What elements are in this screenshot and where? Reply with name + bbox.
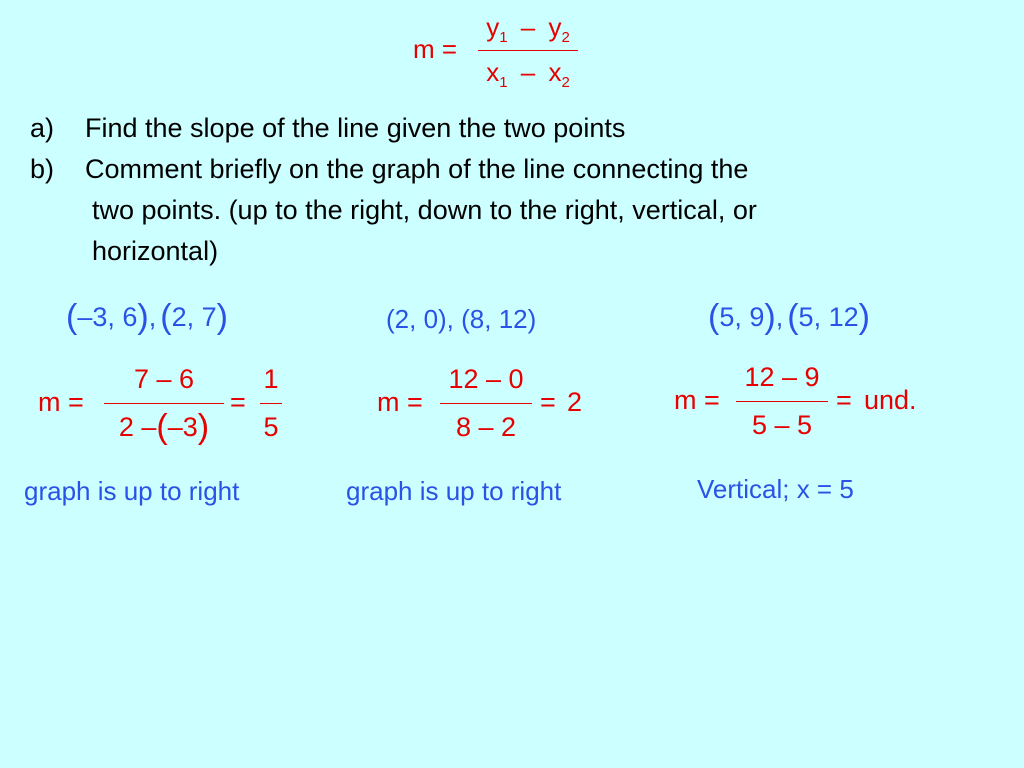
question-text: Comment briefly on the graph of the line connecting the <box>85 154 749 184</box>
problem-2-result: 2 <box>567 387 583 417</box>
problem-2-equals: = <box>540 387 556 417</box>
formula-denominator: $x_1 - x_2$ <box>486 57 570 91</box>
problem-2-divider <box>440 403 532 404</box>
question-label: a) <box>30 113 55 143</box>
problem-2-caption: graph is up to right <box>346 476 562 506</box>
problem-2-numerator: 12 – 0 <box>448 364 524 394</box>
problem-1-points: (–3, 6), (2, 7) <box>66 298 228 336</box>
problem-3-denominator: 5 – 5 <box>751 410 813 440</box>
problem-1-numerator: 7 – 6 <box>133 364 195 394</box>
problem-3-numerator: 12 – 9 <box>744 362 820 392</box>
problem-1-result-divider <box>260 403 282 404</box>
formula-fraction <box>478 12 578 91</box>
problem-2-denominator: 8 – 2 <box>455 412 517 442</box>
problem-1-result-num: 1 <box>263 364 279 394</box>
problem-3-m: m = <box>674 385 720 415</box>
problem-3-equals: = <box>836 385 852 415</box>
problem-1-fraction <box>104 364 224 445</box>
problem-3-caption: Vertical; x = 5 <box>697 474 854 504</box>
question-b-continuation-1: two points. (up to the right, down to the right, vertical, or <box>92 195 757 225</box>
question-b <box>30 149 945 190</box>
question-text: Find the slope of the line given the two points <box>85 113 626 143</box>
problem-1-m: m = <box>38 387 84 417</box>
problem-1-result-den: 5 <box>263 412 279 442</box>
formula-divider <box>478 50 578 51</box>
problem-3-fraction <box>736 362 828 441</box>
problem-1-equals: = <box>230 387 246 417</box>
problem-2-m: m = <box>377 387 423 417</box>
formula-lhs: m = <box>413 34 458 64</box>
problem-3-divider <box>736 401 828 402</box>
problem-3-points: (5, 9), (5, 12) <box>708 298 870 336</box>
question-list <box>30 108 945 272</box>
problem-2-points: (2, 0), (8, 12) <box>386 304 537 334</box>
problem-1-result <box>260 364 282 443</box>
question-b-continuation-2: horizontal) <box>92 236 219 266</box>
formula-numerator: $y_1 - y_2$ <box>486 12 570 46</box>
question-a <box>30 108 945 149</box>
problem-3-result: und. <box>864 385 917 415</box>
problem-2-fraction <box>440 364 532 443</box>
question-label: b) <box>30 154 55 184</box>
problem-1-denominator: 2 –(–3) <box>118 408 210 446</box>
problem-1-divider <box>104 403 224 404</box>
problem-1-caption: graph is up to right <box>24 476 240 506</box>
